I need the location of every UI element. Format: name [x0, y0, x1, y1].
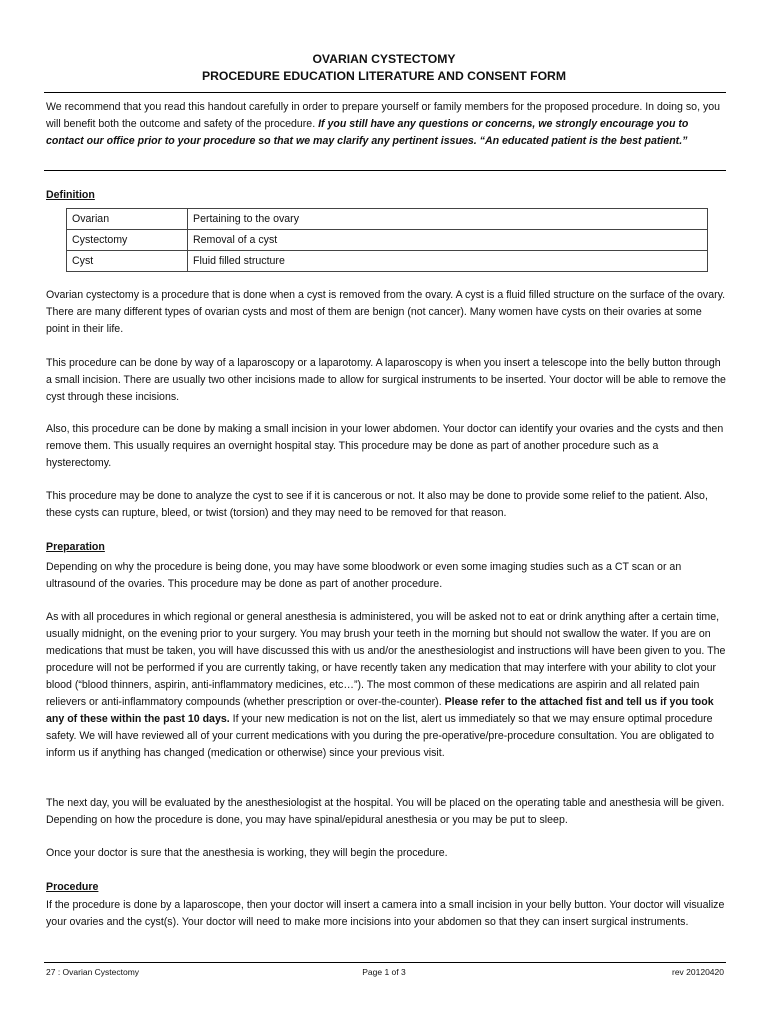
definition-table: [66, 208, 708, 272]
term-cell: Cyst: [67, 251, 188, 272]
document-subtitle: PROCEDURE EDUCATION LITERATURE AND CONSENT FORM: [201, 69, 567, 83]
overview-paragraph-3: Also, this procedure can be done by making a small incision in your lower abdomen. Your doctor can identify your ovaries and the cysts and then remove them. This usually requires an overnight hospital stay. This procedure may be done as part of another procedure such as a hysterectomy.: [46, 423, 724, 469]
preparation-bold-notice: Please refer to the attached fist and tell us if you took any of these within the past 10 days.: [46, 696, 714, 725]
overview-paragraph-4: This procedure may be done to analyze the cyst to see if it is cancerous or not. It also may be done to provide some relief to the patient. Also, these cysts can rupture, bleed, or twist (torsion) and they may need to be removed for that reason.: [46, 490, 708, 519]
term-cell: Ovarian: [67, 209, 188, 230]
table-row: [67, 230, 708, 251]
footer-page-number: Page 1 of 3: [362, 967, 406, 977]
preparation-text-a: As with all procedures in which regional or general anesthesia is administered, you will be asked not to eat or drink anything after a certain time, usually midnight, on the evening prior to your surgery. You may brush your teeth in the morning but should not swallow the water. If you are on medications that must be taken, you will have discussed this with us and/or the anesthesiologist and instructions will have been given to you. The procedure will not be performed if you are currently taking, or have recently taken any medication that may interfere with your ability to clot your blood (“blood thinners, aspirin, anti-inflammatory medicines, etc…”). The most common of these medications are aspirin and all related pain relievers or anti-inflammatory compounds (whether prescription or over-the-counter).: [46, 611, 726, 708]
intro-text: We recommend that you read this handout carefully in order to prepare yourself or family members for the proposed procedure. In doing so, you will benefit both the outcome and safety of the procedure.: [46, 101, 721, 130]
meaning-cell: Pertaining to the ovary: [188, 209, 708, 230]
footer-revision: rev 20120420: [672, 967, 724, 977]
document-title: OVARIAN CYSTECTOMY: [312, 52, 456, 66]
overview-paragraph-2: This procedure can be done by way of a laparoscopy or a laparotomy. A laparoscopy is when you insert a telescope into the belly button through a small incision. There are usually two other incisions made to allow for surgical instruments to be inserted. Your doctor will be able to remove the cyst through these incisions.: [46, 357, 726, 403]
procedure-paragraph-1: If the procedure is done by a laparoscope, then your doctor will insert a camera into a small incision in your belly button. Your doctor will visualize your ovaries and the cyst(s). Your doctor will need to make more incisions into your abdomen so that they can insert surgical instruments.: [46, 899, 725, 928]
intro-box: [44, 92, 726, 171]
term-cell: Cystectomy: [67, 230, 188, 251]
footer-divider: [44, 962, 726, 963]
definition-heading: Definition: [46, 189, 95, 201]
preparation-paragraph-2: [46, 609, 726, 762]
preparation-text-b: If your new medication is not on the list, alert us immediately so that we may ensure optimal procedure safety. We will have reviewed all of your current medications with you during the pre-operative/pre-procedure consultation. You are obligated to inform us if anything has changed (medication or otherwise) since your previous visit.: [46, 713, 714, 759]
preparation-paragraph-1: Depending on why the procedure is being done, you may have some bloodwork or even some imaging studies such as a CT scan or an ultrasound of the ovaries. This procedure may be done as part of another procedure.: [46, 561, 682, 590]
meaning-cell: Fluid filled structure: [188, 251, 708, 272]
preparation-paragraph-4: Once your doctor is sure that the anesthesia is working, they will begin the procedure.: [46, 847, 448, 859]
meaning-cell: Removal of a cyst: [188, 230, 708, 251]
procedure-heading: Procedure: [46, 881, 99, 893]
table-row: [67, 209, 708, 230]
intro-emphasis: If you still have any questions or concerns, we strongly encourage you to contact our office prior to your procedure so that we may clarify any pertinent issues. “An educated patient is the best patient.”: [46, 118, 689, 147]
preparation-heading: Preparation: [46, 541, 105, 553]
footer-document-id: 27 : Ovarian Cystectomy: [46, 967, 140, 977]
preparation-paragraph-3: The next day, you will be evaluated by the anesthesiologist at the hospital. You will be placed on the operating table and anesthesia will be given. Depending on how the procedure is done, you may have spinal/epidural anesthesia or you may be put to sleep.: [46, 797, 725, 826]
table-row: [67, 251, 708, 272]
overview-paragraph-1: Ovarian cystectomy is a procedure that is done when a cyst is removed from the ovary. A cyst is a fluid filled structure on the surface of the ovary. There are many different types of ovarian cysts and most of them are benign (not cancer). Many women have cysts on their ovaries at some point in their life.: [46, 289, 726, 335]
